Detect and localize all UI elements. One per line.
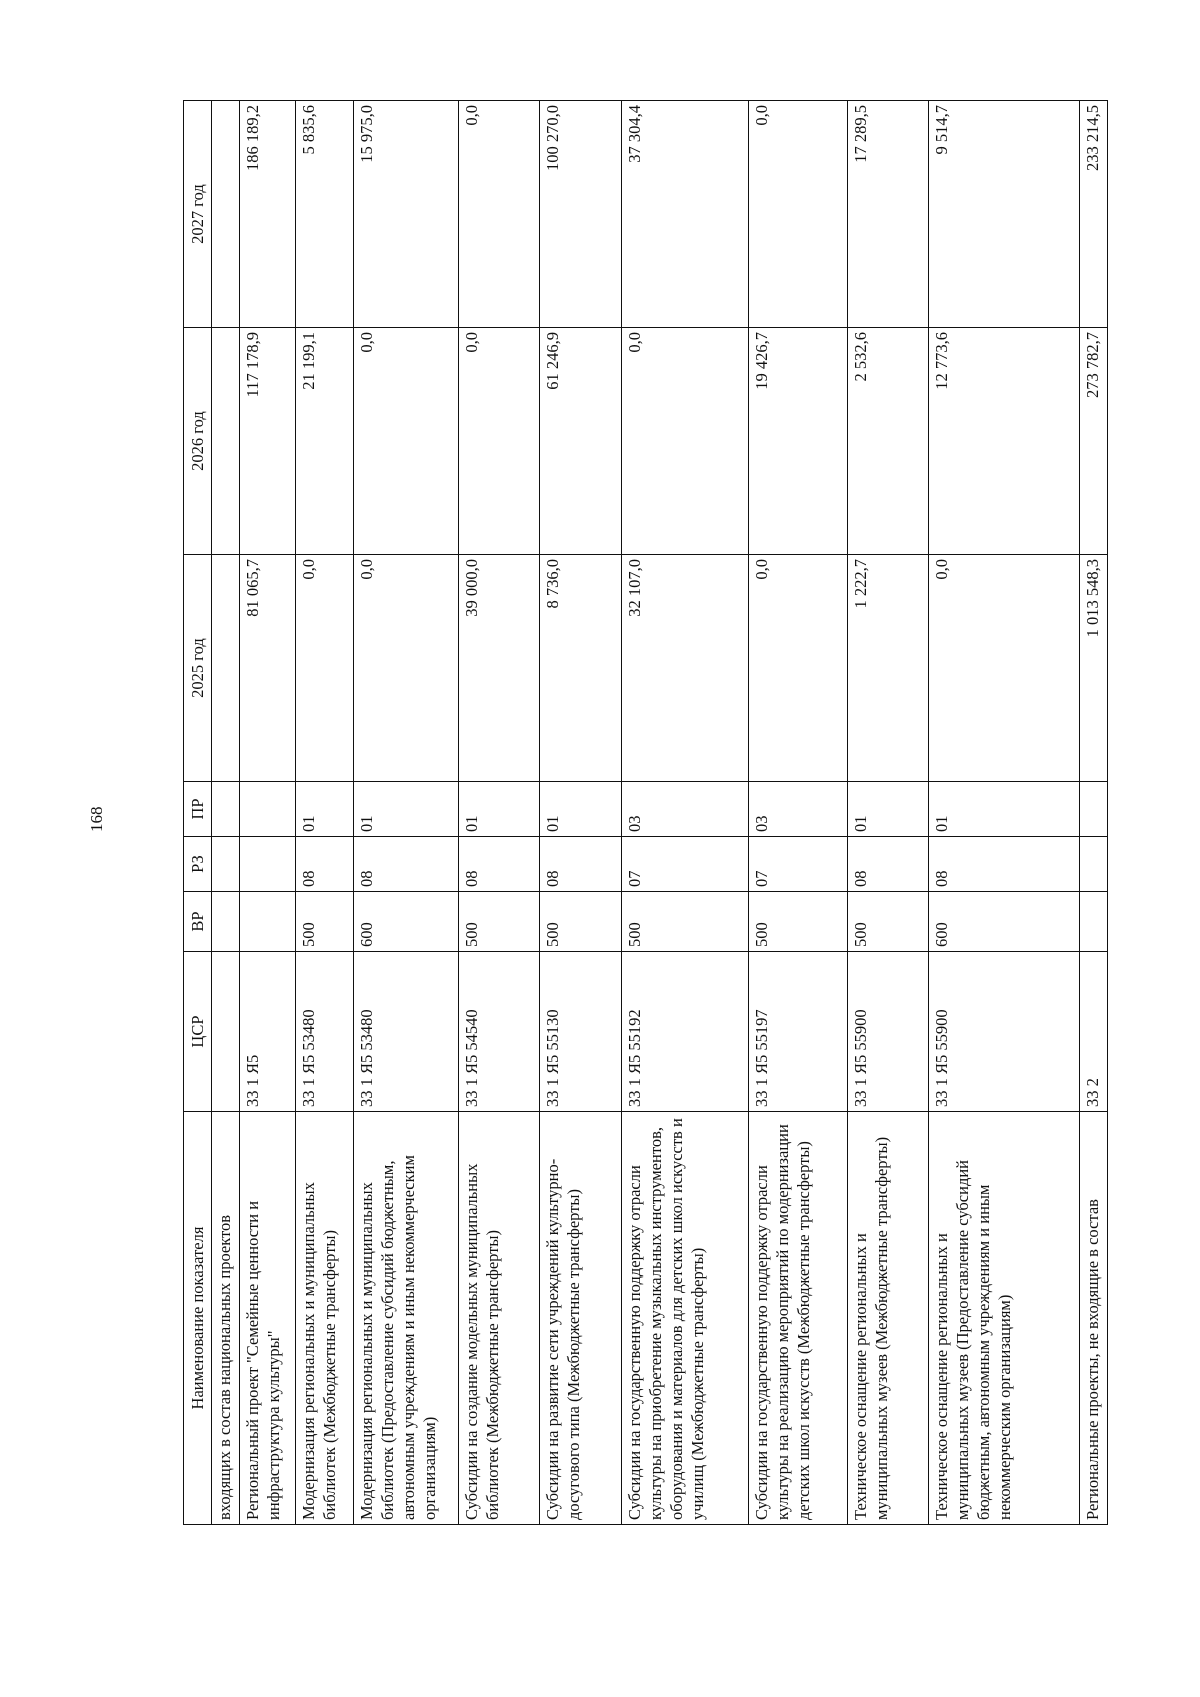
row-pr [212,782,240,837]
row-rz: 07 [748,837,847,892]
row-pr: 03 [621,782,748,837]
header-name: Наименование показателя [184,1112,212,1525]
row-vr [1079,892,1107,952]
row-2027: 0,0 [748,101,847,328]
row-csr [212,952,240,1112]
row-2025: 1 222,7 [847,555,929,782]
row-2026: 2 532,6 [847,328,929,555]
row-2026: 0,0 [621,328,748,555]
header-csr: ЦСР [184,952,212,1112]
row-2025: 32 107,0 [621,555,748,782]
row-2025: 8 736,0 [540,555,622,782]
row-rz: 08 [929,837,1080,892]
row-rz: 08 [459,837,540,892]
table-row [748,101,847,1525]
row-vr: 500 [748,892,847,952]
row-csr: 33 1 Я5 53480 [295,952,353,1112]
row-2026: 117 178,9 [239,328,295,555]
row-name: Региональные проекты, не входящие в состав [1079,1112,1107,1525]
table-row [459,101,540,1525]
row-pr: 01 [540,782,622,837]
row-2026: 0,0 [459,328,540,555]
row-2027: 100 270,0 [540,101,622,328]
table-row [540,101,622,1525]
row-vr: 500 [621,892,748,952]
row-rz: 08 [540,837,622,892]
row-vr [212,892,240,952]
header-2027: 2027 год [184,101,212,328]
row-csr: 33 2 [1079,952,1107,1112]
row-vr: 500 [295,892,353,952]
row-2026: 21 199,1 [295,328,353,555]
row-csr: 33 1 Я5 [239,952,295,1112]
header-2026: 2026 год [184,328,212,555]
row-2026: 12 773,6 [929,328,1080,555]
row-2027: 5 835,6 [295,101,353,328]
row-rz: 08 [847,837,929,892]
row-name: Субсидии на государственную поддержку отрасли культуры на реализацию мероприятий по модернизации детских школ искусств (Межбюджетные трансферты) [748,1112,847,1525]
row-name: Субсидии на создание модельных муниципальных библиотек (Межбюджетные трансферты) [459,1112,540,1525]
row-2026 [212,328,240,555]
row-2027: 37 304,4 [621,101,748,328]
row-rz: 08 [295,837,353,892]
table-header-row [184,101,212,1525]
row-name: Региональный проект "Семейные ценности и инфраструктура культуры" [239,1112,295,1525]
row-name: Техническое оснащение региональных и муниципальных музеев (Межбюджетные трансферты) [847,1112,929,1525]
row-2026: 61 246,9 [540,328,622,555]
row-2027: 0,0 [459,101,540,328]
table-row [621,101,748,1525]
row-vr [239,892,295,952]
row-name: Субсидии на государственную поддержку отрасли культуры на приобретение музыкальных инструментов, оборудования и материалов для детских школ искусств и училищ (Межбюджетные трансферты) [621,1112,748,1525]
row-csr: 33 1 Я5 55197 [748,952,847,1112]
table-row [847,101,929,1525]
row-2025: 81 065,7 [239,555,295,782]
row-name: Техническое оснащение региональных и муниципальных музеев (Предоставление субсидий бюджетным, автономным учреждениям и иным некоммерческим организациям) [929,1112,1080,1525]
row-pr: 01 [353,782,458,837]
row-2027: 9 514,7 [929,101,1080,328]
header-rz: РЗ [184,837,212,892]
header-2025: 2025 год [184,555,212,782]
row-vr: 600 [353,892,458,952]
table-row [1079,101,1107,1525]
row-rz: 08 [353,837,458,892]
row-2025: 0,0 [748,555,847,782]
row-2027: 17 289,5 [847,101,929,328]
row-vr: 500 [847,892,929,952]
budget-table [183,100,1108,1525]
row-vr: 500 [540,892,622,952]
row-pr: 01 [929,782,1080,837]
row-2027: 15 975,0 [353,101,458,328]
table-row [295,101,353,1525]
row-2026: 19 426,7 [748,328,847,555]
header-pr: ПР [184,782,212,837]
table-row [929,101,1080,1525]
row-vr: 500 [459,892,540,952]
row-name: Модернизация региональных и муниципальных библиотек (Межбюджетные трансферты) [295,1112,353,1525]
table-row [212,101,240,1525]
row-csr: 33 1 Я5 55900 [847,952,929,1112]
row-2027: 186 189,2 [239,101,295,328]
row-csr: 33 1 Я5 54540 [459,952,540,1112]
row-2025 [212,555,240,782]
row-2026: 273 782,7 [1079,328,1107,555]
header-vr: ВР [184,892,212,952]
row-vr: 600 [929,892,1080,952]
row-name: Модернизация региональных и муниципальных библиотек (Предоставление субсидий бюджетным, автономным учреждениям и иным некоммерческим организациям) [353,1112,458,1525]
row-2025: 1 013 548,3 [1079,555,1107,782]
table-row [353,101,458,1525]
row-csr: 33 1 Я5 53480 [353,952,458,1112]
row-2027: 233 214,5 [1079,101,1107,328]
row-2025: 0,0 [295,555,353,782]
row-rz [1079,837,1107,892]
row-2025: 0,0 [929,555,1080,782]
row-csr: 33 1 Я5 55900 [929,952,1080,1112]
row-pr [1079,782,1107,837]
row-pr: 03 [748,782,847,837]
row-2026: 0,0 [353,328,458,555]
row-rz [212,837,240,892]
row-csr: 33 1 Я5 55130 [540,952,622,1112]
row-2025: 0,0 [353,555,458,782]
row-pr: 01 [295,782,353,837]
page-number: 168 [87,806,106,832]
row-rz [239,837,295,892]
table-row [239,101,295,1525]
row-2025: 39 000,0 [459,555,540,782]
row-pr [239,782,295,837]
row-pr: 01 [459,782,540,837]
row-csr: 33 1 Я5 55192 [621,952,748,1112]
row-name: входящих в состав национальных проектов [212,1112,240,1525]
row-2027 [212,101,240,328]
row-rz: 07 [621,837,748,892]
rotated-page [183,100,1108,1525]
row-name: Субсидии на развитие сети учреждений культурно-досугового типа (Межбюджетные трансферты) [540,1112,622,1525]
row-pr: 01 [847,782,929,837]
